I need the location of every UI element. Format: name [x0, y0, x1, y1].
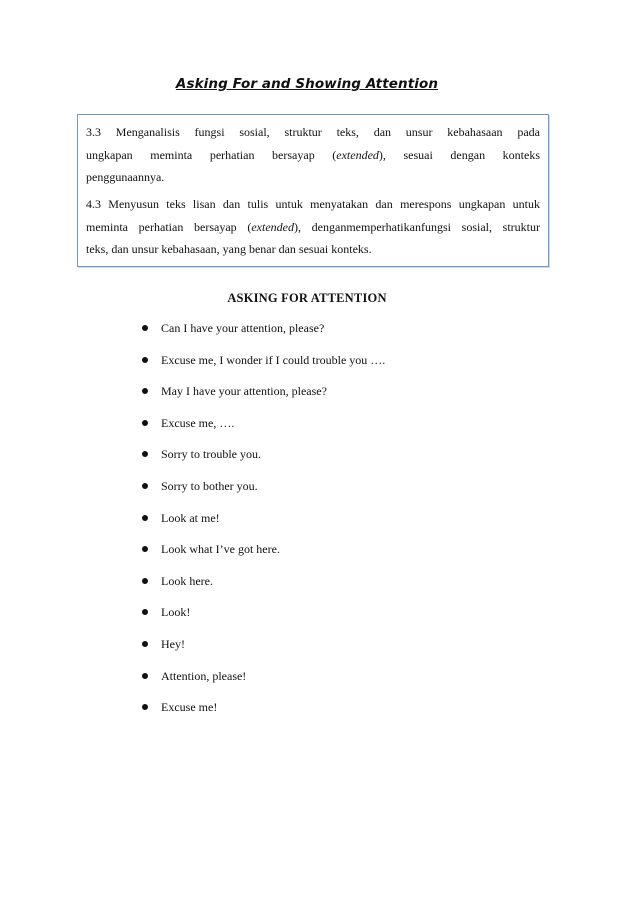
expression-list-item — [141, 634, 385, 666]
competency-line: teks, dan unsur kebahasaan, yang benar dan sesuai konteks. — [86, 242, 372, 256]
expression-text: Excuse me, …. — [161, 415, 235, 430]
expression-text: Excuse me! — [161, 700, 218, 715]
emphasis: extended — [251, 219, 294, 234]
expression-text: Sorry to trouble you. — [161, 447, 261, 462]
competency-line: ungkapan meminta perhatian bersayap (extended), sesuai dengan konteks — [86, 147, 540, 162]
expression-list-item — [141, 666, 385, 698]
expression-list-item — [141, 539, 385, 571]
competency-line: meminta perhatian bersayap (extended), denganmemperhatikanfungsi sosial, struktur — [86, 219, 540, 234]
expression-list-item — [141, 476, 385, 508]
expression-list-item — [141, 602, 385, 634]
bullet-dot-icon — [142, 641, 148, 647]
bullet-dot-icon — [142, 451, 148, 457]
bullet-dot-icon — [142, 546, 148, 552]
expression-text: Look here. — [161, 573, 213, 588]
expression-text: Can I have your attention, please? — [161, 321, 325, 335]
expression-list-item — [141, 508, 385, 540]
emphasis: extended — [336, 147, 379, 162]
bullet-dot-icon — [142, 515, 148, 521]
expression-list-item — [141, 571, 385, 603]
bullet-dot-icon — [142, 357, 148, 363]
competency-line: 3.3 Menganalisis fungsi sosial, struktur teks, dan unsur kebahasaan pada — [86, 125, 540, 139]
expression-text: Look what I’ve got here. — [161, 542, 280, 557]
expression-list-item — [141, 444, 385, 476]
expression-list-item — [141, 697, 385, 729]
bullet-dot-icon — [142, 388, 148, 394]
expression-text: Look! — [161, 605, 191, 620]
competency-line: penggunaannya. — [86, 170, 165, 184]
expression-text: Hey! — [161, 636, 185, 651]
expression-list-item — [141, 318, 385, 350]
expression-text: Look at me! — [161, 510, 220, 525]
competency-box — [77, 114, 549, 267]
expression-list-item — [141, 381, 385, 413]
bullet-dot-icon — [142, 673, 148, 679]
bullet-dot-icon — [142, 325, 148, 331]
competency-line: 4.3 Menyusun teks lisan dan tulis untuk menyatakan dan merespons ungkapan untuk — [86, 197, 540, 211]
bullet-dot-icon — [142, 578, 148, 584]
section-heading: ASKING FOR ATTENTION — [227, 291, 387, 305]
bullet-dot-icon — [142, 609, 148, 615]
bullet-dot-icon — [142, 483, 148, 489]
expression-list-item — [141, 350, 385, 382]
expression-text: Attention, please! — [161, 668, 247, 683]
bullet-dot-icon — [142, 420, 148, 426]
competency-3-3 — [86, 121, 540, 189]
bullet-dot-icon — [142, 704, 148, 710]
expression-text: May I have your attention, please? — [161, 384, 327, 399]
competency-4-3 — [86, 193, 540, 261]
expression-text: Sorry to bother you. — [161, 478, 258, 493]
expression-list — [141, 318, 385, 729]
expression-list-item — [141, 413, 385, 445]
page-title: Asking For and Showing Attention — [175, 76, 439, 92]
expression-text: Excuse me, I wonder if I could trouble you …. — [161, 352, 386, 367]
